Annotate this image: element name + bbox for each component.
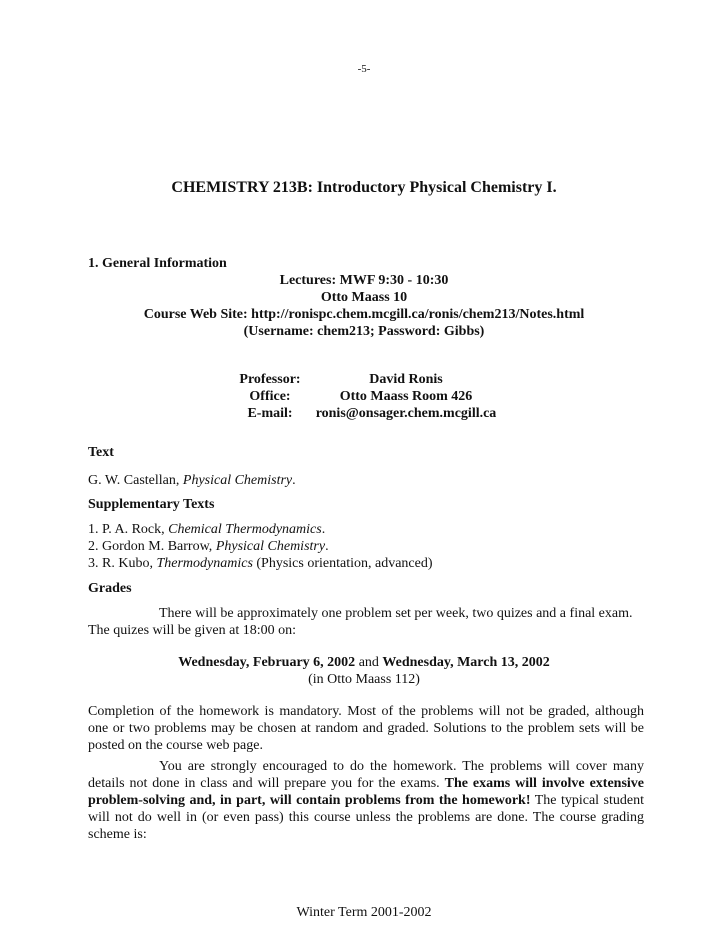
para3-line4: will not do well in (or even pass) this course unless the problems are done. The course grading — [88, 810, 644, 825]
supp-item-suffix: . — [321, 522, 326, 537]
text-end: . — [292, 473, 296, 488]
quiz-date-2: Wednesday, March 13, 2002 — [382, 655, 550, 670]
para3-line3 — [88, 792, 644, 809]
supp-item-title: Chemical Thermodynamics — [168, 522, 322, 537]
contact-block — [231, 371, 531, 431]
supp-item-prefix: 3. R. Kubo, — [88, 556, 157, 571]
email-address[interactable]: ronis@onsager.chem.mcgill.ca — [315, 406, 497, 421]
supp-item-prefix: 1. P. A. Rock, — [88, 522, 169, 537]
text-book-title: Physical Chemistry — [182, 473, 293, 488]
quiz-location: (in Otto Maass 112) — [308, 672, 420, 687]
grades-para1-line1: There will be approximately one problem set per week, two quizes and a final exam. — [159, 606, 633, 621]
office-location: Otto Maass Room 426 — [339, 389, 473, 404]
professor-name: David Ronis — [369, 372, 443, 387]
quiz-and: and — [355, 655, 383, 670]
page-title: CHEMISTRY 213B: Introductory Physical Chemistry I. — [171, 179, 557, 196]
lecture-location: Otto Maass 10 — [320, 290, 408, 305]
text-author: G. W. Castellan, — [88, 473, 183, 488]
text-heading: Text — [88, 445, 114, 460]
lectures-line: Lectures: MWF 9:30 - 10:30 — [279, 273, 449, 288]
para3-line2-plain: details not done in class and will prepare you for the exams. — [88, 776, 445, 791]
office-label: Office: — [249, 389, 291, 404]
grades-para2 — [88, 703, 644, 754]
list-item — [88, 538, 329, 555]
para2-line: Completion of the homework is mandatory. Most of the problems will not be graded, although — [88, 704, 644, 719]
page-number: -5- — [357, 63, 371, 75]
supp-item-prefix: 2. Gordon M. Barrow, — [88, 539, 216, 554]
supp-item-suffix: (Physics orientation, advanced) — [252, 556, 433, 571]
course-web-site[interactable]: Course Web Site: http://ronispc.chem.mcgill.ca/ronis/chem213/Notes.html — [143, 307, 585, 322]
para3-line2 — [88, 775, 644, 792]
supp-item-title: Physical Chemistry — [215, 539, 326, 554]
grades-heading: Grades — [88, 581, 132, 596]
para3-line3-plain: The typical student — [530, 793, 644, 808]
professor-label: Professor: — [239, 372, 301, 387]
list-item — [88, 521, 325, 538]
general-info-heading: 1. General Information — [88, 256, 227, 271]
grades-para3 — [88, 758, 644, 843]
text-reference — [88, 472, 296, 489]
supp-item-title: Thermodynamics — [156, 556, 253, 571]
supplementary-heading: Supplementary Texts — [88, 497, 215, 512]
footer-term: Winter Term 2001-2002 — [296, 905, 432, 920]
para3-line2-bold: The exams will involve extensive — [444, 776, 644, 791]
credentials-line: (Username: chem213; Password: Gibbs) — [243, 324, 485, 339]
quiz-date-1: Wednesday, February 6, 2002 — [178, 655, 356, 670]
para3-line3-bold: problem-solving and, in part, will contain problems from the homework! — [88, 793, 531, 808]
para3-line5: scheme is: — [88, 827, 147, 842]
quiz-dates — [0, 654, 728, 671]
email-label: E-mail: — [247, 406, 293, 421]
para2-line: one or two problems may be chosen at random and graded. Solutions to the problem sets will be — [88, 721, 644, 736]
para3-line1: You are strongly encouraged to do the homework. The problems will cover many — [159, 759, 644, 774]
supp-item-suffix: . — [325, 539, 329, 554]
para2-line: posted on the course web page. — [88, 738, 263, 753]
grades-para1-line2: The quizes will be given at 18:00 on: — [88, 623, 297, 638]
list-item — [88, 555, 433, 572]
